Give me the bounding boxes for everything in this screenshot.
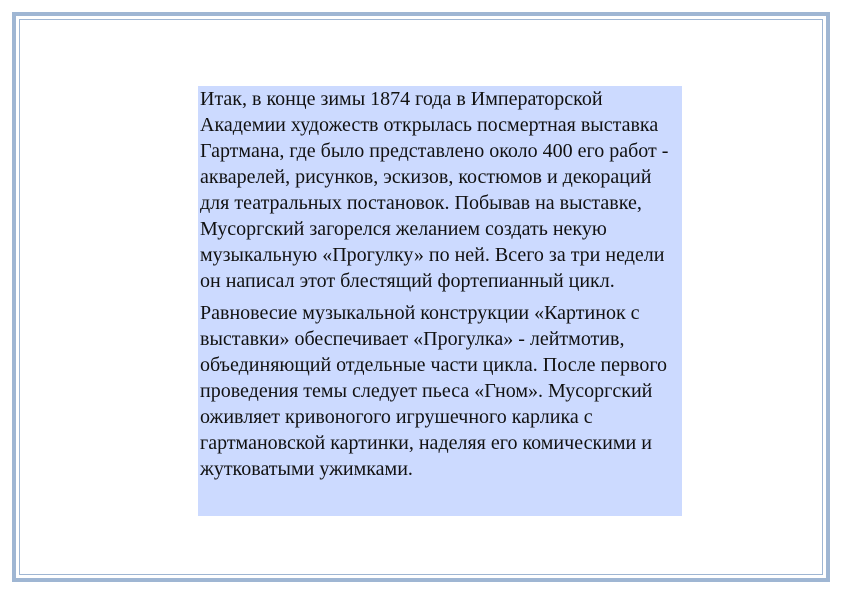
paragraph-2: Равновесие музыкальной конструкции «Картинок с выставки» обеспечивает «Прогулка» - лейтмотив, объединяющий отдельные части цикла. После первого проведения темы следует пьеса «Гном». Мусоргский оживляет кривоногого игрушечного карлика с гартмановской картинки, наделяя его комическими и жутковатыми ужимками. xyxy=(200,302,668,480)
text-box xyxy=(198,86,682,516)
paragraph-1: Итак, в конце зимы 1874 года в Императорской Академии художеств открылась посмертная выставка Гартмана, где было представлено около 400 его работ - акварелей, рисунков, эскизов, костюмов и декораций для театральных постановок. Побывав на выставке, Мусоргский загорелся желанием создать некую музыкальную «Прогулку» по ней. Всего за три недели он написал этот блестящий фортепианный цикл. xyxy=(200,88,669,292)
